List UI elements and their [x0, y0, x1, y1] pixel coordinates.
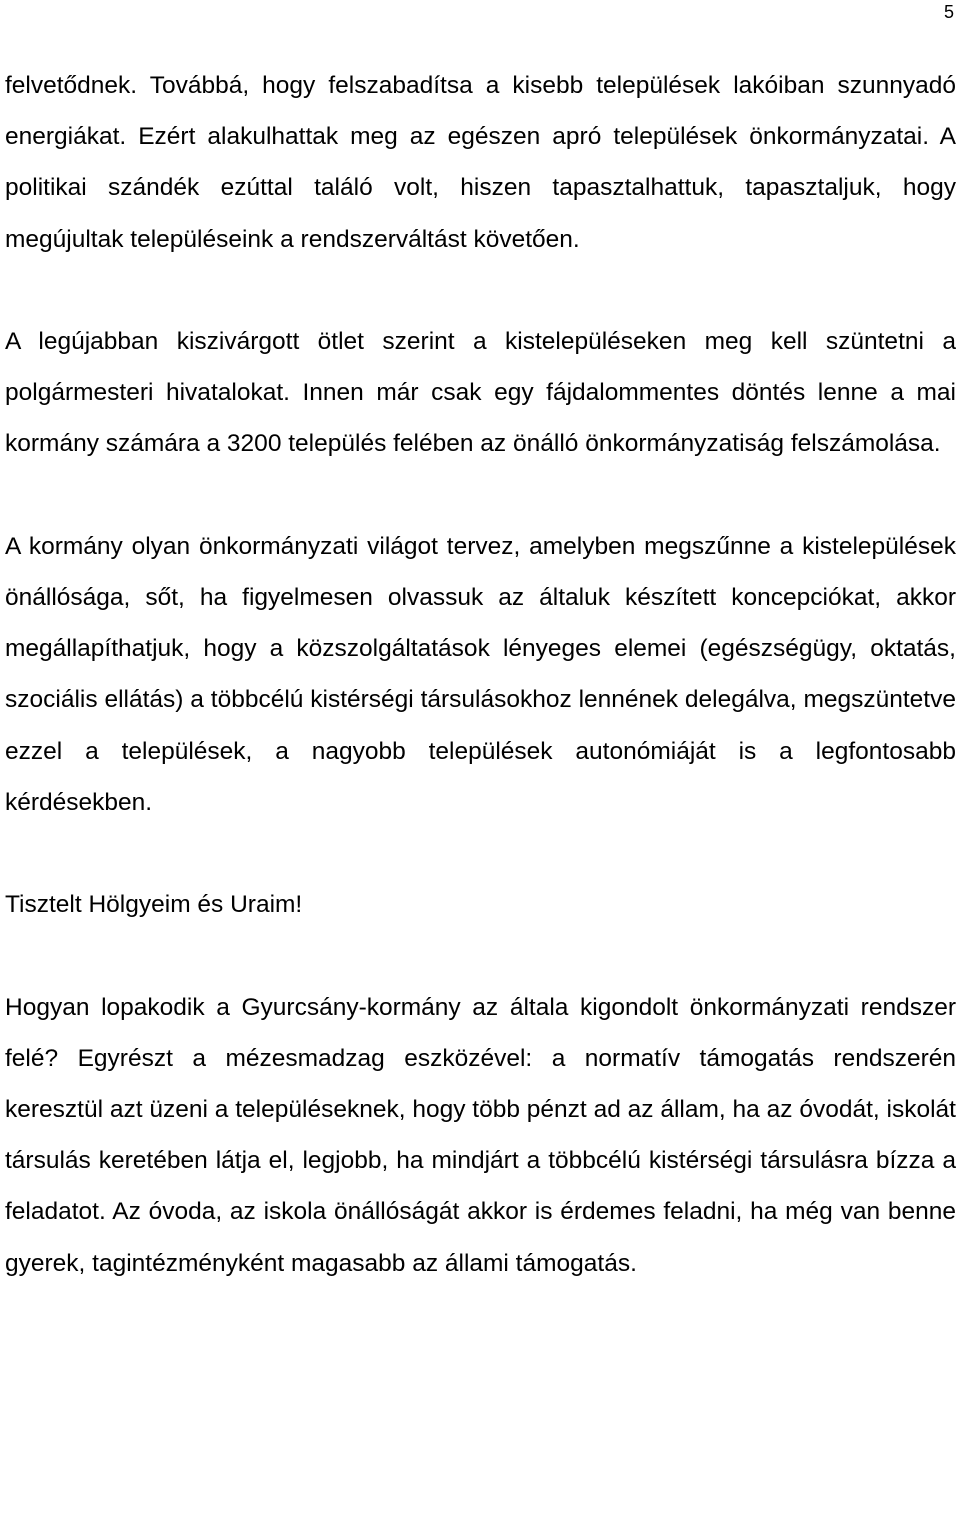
document-body — [5, 60, 956, 1289]
salutation: Tisztelt Hölgyeim és Uraim! — [5, 891, 303, 919]
paragraph-2: A legújabban kiszivárgott ötlet szerint a kistelepüléseken meg kell szüntetni a polgármesteri hivatalokat. Innen már csak egy fájdalommentes döntés lenne a mai kormány számára a 3200 település felében az önálló önkormányzatiság felszámolása. — [5, 328, 956, 458]
paragraph-5: Hogyan lopakodik a Gyurcsány-kormány az általa kigondolt önkormányzati rendszer felé? Egyrészt a mézesmadzag eszközével: a normatív támogatás rendszerén keresztül azt üzeni a településeknek, hogy több pénzt ad az állam, ha az óvodát, iskolát társulás keretében látja el, legjobb, ha mindjárt a többcélú kistérségi társulásra bízza a feladatot. Az óvoda, az iskola önállóságát akkor is érdemes feladni, ha még van benne gyerek, tagintézményként magasabb az állami támogatás. — [5, 993, 956, 1277]
page-number: 5 — [943, 2, 954, 22]
paragraph-3: A kormány olyan önkormányzati világot tervez, amelyben megszűnne a kistelepülések önállósága, sőt, ha figyelmesen olvassuk az általuk készített koncepciókat, akkor megállapíthatjuk, hogy a közszolgáltatások lényeges elemei (egészségügy, oktatás, szociális ellátás) a többcélú kistérségi társulásokhoz lennének delegálva, megszüntetve ezzel a települések, a nagyobb települések autonómiáját is a legfontosabb kérdésekben. — [5, 532, 956, 816]
paragraph-1: felvetődnek. Továbbá, hogy felszabadítsa a kisebb települések lakóiban szunnyadó energiákat. Ezért alakulhattak meg az egészen apró települések önkormányzatai. A politikai szándék ezúttal találó volt, hiszen tapasztalhattuk, tapasztaljuk, hogy megújultak településeink a rendszerváltást követően. — [5, 72, 956, 253]
